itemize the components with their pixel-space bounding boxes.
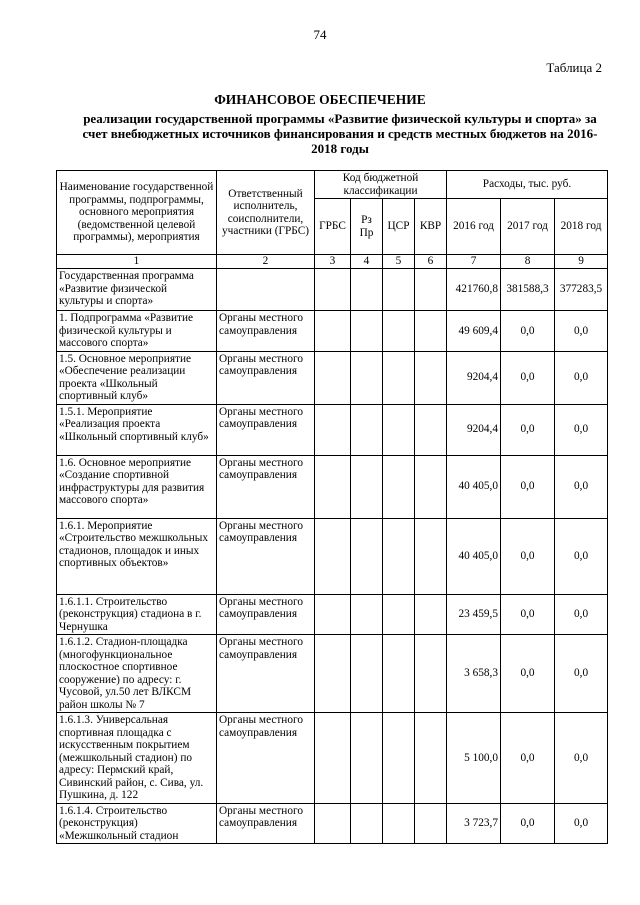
row-kvr [415, 635, 447, 713]
row-responsible: Органы местного самоуправления [217, 518, 315, 594]
header-budget-code: Код бюджетной классификации [315, 171, 447, 199]
row-value-2017: 381588,3 [501, 269, 555, 311]
row-csr [383, 635, 415, 713]
row-csr [383, 351, 415, 404]
page-number: 74 [313, 27, 327, 42]
row-kvr [415, 713, 447, 804]
row-responsible: Органы местного самоуправления [217, 455, 315, 518]
row-grbs [315, 311, 351, 352]
row-grbs [315, 803, 351, 844]
row-responsible: Органы местного самоуправления [217, 713, 315, 804]
document-title: ФИНАНСОВОЕ ОБЕСПЕЧЕНИЕ [214, 92, 426, 107]
row-value-2016: 5 100,0 [447, 713, 501, 804]
row-kvr [415, 311, 447, 352]
row-responsible: Органы местного самоуправления [217, 351, 315, 404]
row-value-2016: 49 609,4 [447, 311, 501, 352]
row-rzpr [351, 311, 383, 352]
row-value-2018: 0,0 [555, 594, 608, 635]
table-row [57, 455, 608, 518]
table-label: Таблица 2 [546, 60, 602, 75]
row-csr [383, 404, 415, 455]
column-number: 7 [447, 255, 501, 269]
row-responsible [217, 269, 315, 311]
row-csr [383, 803, 415, 844]
column-number: 3 [315, 255, 351, 269]
table-row [57, 635, 608, 713]
header-name: Наименование государственной программы, подпрограммы, основного мероприятия (ведомственной целевой программы), мероприятия [57, 171, 217, 255]
row-value-2017: 0,0 [501, 351, 555, 404]
row-name: 1.6.1.4. Строительство (реконструкция) «Межшкольный стадион [57, 803, 217, 844]
column-number: 6 [415, 255, 447, 269]
row-kvr [415, 455, 447, 518]
row-name: 1. Подпрограмма «Развитие физической культуры и массового спорта» [57, 311, 217, 352]
row-value-2017: 0,0 [501, 518, 555, 594]
table-row [57, 269, 608, 311]
row-value-2018: 0,0 [555, 635, 608, 713]
header-responsible: Ответственный исполнитель, соисполнители, участники (ГРБС) [217, 171, 315, 255]
row-value-2018: 0,0 [555, 713, 608, 804]
row-responsible: Органы местного самоуправления [217, 311, 315, 352]
row-responsible: Органы местного самоуправления [217, 803, 315, 844]
row-grbs [315, 594, 351, 635]
row-rzpr [351, 269, 383, 311]
header-csr: ЦСР [383, 199, 415, 255]
row-name: 1.6.1.3. Универсальная спортивная площадка с искусственным покрытием (межшкольный стадион) по адресу: Пермский край, Сивинский район, с. Сива, ул. Пушкина, д. 122 [57, 713, 217, 804]
row-grbs [315, 404, 351, 455]
row-kvr [415, 594, 447, 635]
column-number: 5 [383, 255, 415, 269]
row-rzpr [351, 803, 383, 844]
row-value-2016: 421760,8 [447, 269, 501, 311]
row-value-2016: 3 658,3 [447, 635, 501, 713]
row-csr [383, 311, 415, 352]
row-rzpr [351, 635, 383, 713]
row-value-2016: 3 723,7 [447, 803, 501, 844]
row-rzpr [351, 713, 383, 804]
row-kvr [415, 803, 447, 844]
column-number: 4 [351, 255, 383, 269]
row-name: 1.6.1. Мероприятие «Строительство межшкольных стадионов, площадок и иных спортивных объектов» [57, 518, 217, 594]
header-2017: 2017 год [501, 199, 555, 255]
column-number-row [57, 255, 608, 269]
row-kvr [415, 404, 447, 455]
header-rzpr: Рз Пр [351, 199, 383, 255]
row-kvr [415, 518, 447, 594]
row-value-2017: 0,0 [501, 635, 555, 713]
table-row [57, 713, 608, 804]
table-row [57, 594, 608, 635]
row-csr [383, 713, 415, 804]
row-value-2018: 0,0 [555, 351, 608, 404]
header-row-1 [57, 171, 608, 199]
row-name: 1.6. Основное мероприятие «Создание спортивной инфраструктуры для развития массового спорта» [57, 455, 217, 518]
row-responsible: Органы местного самоуправления [217, 594, 315, 635]
row-value-2018: 0,0 [555, 404, 608, 455]
row-value-2017: 0,0 [501, 803, 555, 844]
row-name: 1.5. Основное мероприятие «Обеспечение реализации проекта «Школьный спортивный клуб» [57, 351, 217, 404]
row-grbs [315, 713, 351, 804]
column-number: 1 [57, 255, 217, 269]
row-value-2018: 0,0 [555, 518, 608, 594]
row-grbs [315, 635, 351, 713]
row-value-2017: 0,0 [501, 455, 555, 518]
row-csr [383, 518, 415, 594]
table-row [57, 404, 608, 455]
row-rzpr [351, 351, 383, 404]
financing-table [56, 170, 608, 844]
header-2016: 2016 год [447, 199, 501, 255]
header-kvr: КВР [415, 199, 447, 255]
table-row [57, 311, 608, 352]
row-responsible: Органы местного самоуправления [217, 404, 315, 455]
header-expenses: Расходы, тыс. руб. [447, 171, 608, 199]
header-2018: 2018 год [555, 199, 608, 255]
row-rzpr [351, 455, 383, 518]
row-value-2016: 40 405,0 [447, 455, 501, 518]
row-rzpr [351, 594, 383, 635]
table-row [57, 803, 608, 844]
row-grbs [315, 455, 351, 518]
row-name: 1.6.1.2. Стадион-площадка (многофункциональное плоскостное спортивное сооружение) по адресу: г. Чусовой, ул.50 лет ВЛКСМ район школы № 7 [57, 635, 217, 713]
row-csr [383, 455, 415, 518]
row-grbs [315, 518, 351, 594]
row-grbs [315, 351, 351, 404]
row-value-2017: 0,0 [501, 404, 555, 455]
row-name: Государственная программа «Развитие физической культуры и спорта» [57, 269, 217, 311]
row-kvr [415, 269, 447, 311]
row-responsible: Органы местного самоуправления [217, 635, 315, 713]
row-value-2016: 9204,4 [447, 404, 501, 455]
row-value-2017: 0,0 [501, 713, 555, 804]
column-number: 8 [501, 255, 555, 269]
row-value-2016: 40 405,0 [447, 518, 501, 594]
row-csr [383, 594, 415, 635]
row-grbs [315, 269, 351, 311]
header-grbs: ГРБС [315, 199, 351, 255]
row-value-2018: 377283,5 [555, 269, 608, 311]
row-value-2017: 0,0 [501, 594, 555, 635]
row-value-2017: 0,0 [501, 311, 555, 352]
row-value-2018: 0,0 [555, 455, 608, 518]
table-row [57, 518, 608, 594]
row-csr [383, 269, 415, 311]
row-rzpr [351, 518, 383, 594]
table-body [57, 269, 608, 844]
row-kvr [415, 351, 447, 404]
row-value-2018: 0,0 [555, 311, 608, 352]
row-rzpr [351, 404, 383, 455]
row-value-2016: 9204,4 [447, 351, 501, 404]
row-value-2018: 0,0 [555, 803, 608, 844]
row-value-2016: 23 459,5 [447, 594, 501, 635]
column-number: 9 [555, 255, 608, 269]
table-row [57, 351, 608, 404]
document-subtitle: реализации государственной программы «Развитие физической культуры и спорта» за счет внебюджетных источников финансирования и средств местных бюджетов на 2016-2018 годы [82, 111, 598, 156]
row-name: 1.5.1. Мероприятие «Реализация проекта «Школьный спортивный клуб» [57, 404, 217, 455]
row-name: 1.6.1.1. Строительство (реконструкция) стадиона в г. Чернушка [57, 594, 217, 635]
column-number: 2 [217, 255, 315, 269]
